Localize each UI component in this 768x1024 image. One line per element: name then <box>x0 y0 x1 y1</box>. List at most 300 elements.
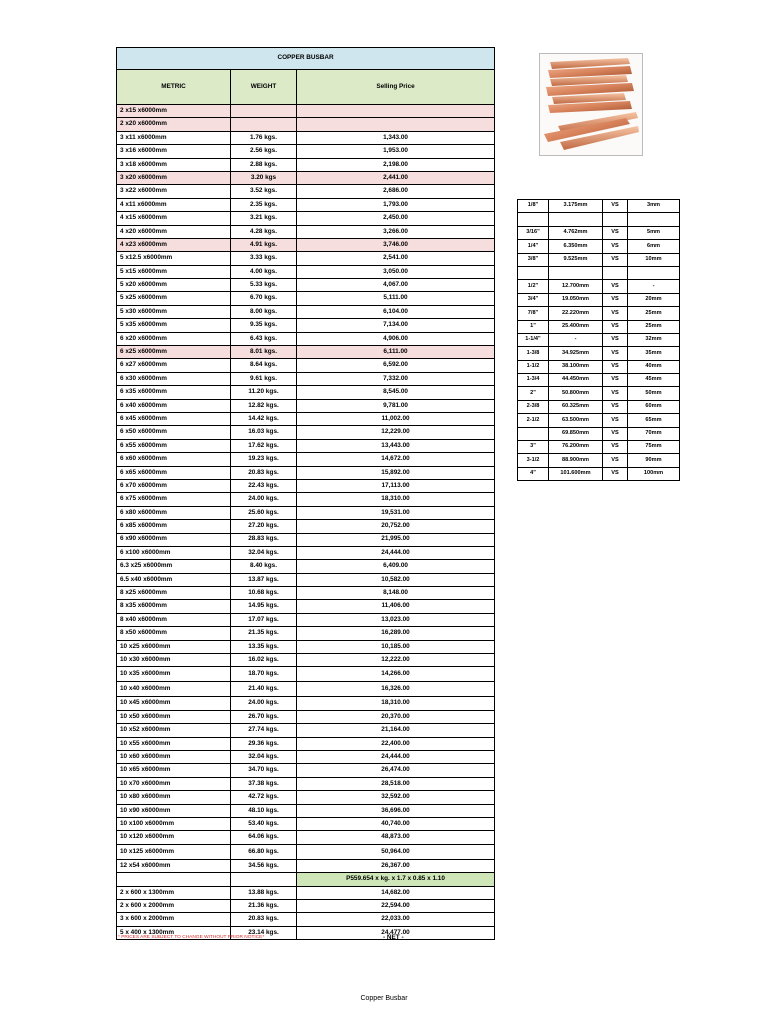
table-row <box>117 305 495 318</box>
mm-cell: 3.175mm <box>549 200 603 213</box>
weight-cell: 21.35 kgs. <box>231 627 297 640</box>
mm-cell: 63.500mm <box>549 414 603 427</box>
metric-cell: 5 x 400 x 1300mm <box>117 926 231 939</box>
inch-cell: 3" <box>518 441 549 454</box>
metric-cell: 6 x80 x6000mm <box>117 506 231 519</box>
metric-cell: 10 x60 x6000mm <box>117 750 231 763</box>
mm-cell: 60.325mm <box>549 400 603 413</box>
table-row <box>117 265 495 278</box>
mm-cell <box>549 266 603 279</box>
metric-cell: 10 x65 x6000mm <box>117 764 231 777</box>
price-cell: 14,672.00 <box>297 453 495 466</box>
vs-cell: VS <box>603 347 628 360</box>
table-row <box>117 319 495 332</box>
inch-cell: 1/8" <box>518 200 549 213</box>
weight-cell: 34.56 kgs. <box>231 859 297 872</box>
metric-cell: 4 x15 x6000mm <box>117 212 231 225</box>
conversion-row <box>518 307 680 320</box>
mm-cell: 19.050mm <box>549 293 603 306</box>
weight-cell: 4.00 kgs. <box>231 265 297 278</box>
price-cell: 7,332.00 <box>297 372 495 385</box>
table-row <box>117 724 495 737</box>
price-cell: 16,326.00 <box>297 682 495 697</box>
mm-cell: 25.400mm <box>549 320 603 333</box>
table-row <box>117 466 495 479</box>
weight-cell: 28.83 kgs. <box>231 533 297 546</box>
price-cell: 10,582.00 <box>297 573 495 586</box>
vs-cell: VS <box>603 280 628 293</box>
blank-cell <box>117 873 231 887</box>
price-cell: 8,148.00 <box>297 587 495 600</box>
inch-cell <box>518 213 549 226</box>
vs-cell: VS <box>603 293 628 306</box>
conversion-row <box>518 441 680 454</box>
metric-cell: 6 x30 x6000mm <box>117 372 231 385</box>
weight-header: WEIGHT <box>231 70 297 105</box>
metric-cell: 8 x35 x6000mm <box>117 600 231 613</box>
weight-cell: 20.83 kgs. <box>231 466 297 479</box>
copper-busbar-photo <box>539 53 643 156</box>
conversion-row <box>518 374 680 387</box>
price-cell: 2,198.00 <box>297 158 495 171</box>
table-row <box>117 185 495 198</box>
metric-cell: 6 x75 x6000mm <box>117 493 231 506</box>
metric-cell: 6.3 x25 x6000mm <box>117 560 231 573</box>
metric-cell: 6 x20 x6000mm <box>117 332 231 345</box>
vs-cell: VS <box>603 454 628 467</box>
conversion-row <box>518 213 680 226</box>
weight-cell: 25.60 kgs. <box>231 506 297 519</box>
metric-cell: 10 x30 x6000mm <box>117 654 231 667</box>
weight-cell: 27.20 kgs. <box>231 520 297 533</box>
price-cell: 1,953.00 <box>297 145 495 158</box>
weight-cell: 4.28 kgs. <box>231 225 297 238</box>
price-cell: 6,592.00 <box>297 359 495 372</box>
header-row <box>117 70 495 105</box>
weight-cell: 32.04 kgs. <box>231 546 297 559</box>
page-footer: Copper Busbar <box>360 995 408 1002</box>
table-title: COPPER BUSBAR <box>117 48 495 70</box>
metric-cell: 8 x50 x6000mm <box>117 627 231 640</box>
conversion-table <box>517 199 680 481</box>
metric-cell: 5 x12.5 x6000mm <box>117 252 231 265</box>
inch-cell: 2-1/2 <box>518 414 549 427</box>
table-row <box>117 737 495 750</box>
weight-cell: 16.03 kgs. <box>231 426 297 439</box>
inch-cell: 1-3/8 <box>518 347 549 360</box>
price-cell: 21,995.00 <box>297 533 495 546</box>
metric-size-cell: 75mm <box>628 441 680 454</box>
mm-cell: 69.850mm <box>549 427 603 440</box>
mm-cell: 44.450mm <box>549 374 603 387</box>
table-row <box>117 627 495 640</box>
metric-size-cell: 60mm <box>628 400 680 413</box>
table-row <box>117 118 495 131</box>
table-row <box>117 426 495 439</box>
metric-cell: 6 x27 x6000mm <box>117 359 231 372</box>
table-row <box>117 372 495 385</box>
table-row <box>117 198 495 211</box>
price-cell: 5,111.00 <box>297 292 495 305</box>
metric-size-cell: 100mm <box>628 467 680 480</box>
vs-cell: VS <box>603 374 628 387</box>
weight-cell: 8.40 kgs. <box>231 560 297 573</box>
inch-cell: 3-1/2 <box>518 454 549 467</box>
vs-cell: VS <box>603 467 628 480</box>
inch-cell: 1/2" <box>518 280 549 293</box>
weight-cell: 42.72 kgs. <box>231 791 297 804</box>
metric-cell: 10 x120 x6000mm <box>117 831 231 844</box>
metric-size-cell: 25mm <box>628 320 680 333</box>
table-row <box>117 587 495 600</box>
mm-cell: - <box>549 333 603 346</box>
price-cell: 1,793.00 <box>297 198 495 211</box>
metric-cell: 12 x54 x6000mm <box>117 859 231 872</box>
metric-cell: 6 x60 x6000mm <box>117 453 231 466</box>
table-row <box>117 573 495 586</box>
price-cell: 12,222.00 <box>297 654 495 667</box>
weight-cell: 18.70 kgs. <box>231 667 297 682</box>
weight-cell: 14.42 kgs. <box>231 412 297 425</box>
vs-cell: VS <box>603 387 628 400</box>
weight-cell: 21.36 kgs. <box>231 899 297 912</box>
metric-cell: 2 x20 x6000mm <box>117 118 231 131</box>
price-cell: 28,518.00 <box>297 777 495 790</box>
weight-cell: 8.64 kgs. <box>231 359 297 372</box>
vs-cell <box>603 213 628 226</box>
metric-size-cell: 10mm <box>628 253 680 266</box>
table-row <box>117 332 495 345</box>
price-cell: 4,067.00 <box>297 279 495 292</box>
weight-cell: 32.04 kgs. <box>231 750 297 763</box>
weight-cell: 20.83 kgs. <box>231 913 297 926</box>
inch-metric-conversion <box>517 199 679 481</box>
weight-cell: 6.70 kgs. <box>231 292 297 305</box>
weight-cell: 4.91 kgs. <box>231 238 297 251</box>
metric-cell: 3 x22 x6000mm <box>117 185 231 198</box>
metric-header: METRIC <box>117 70 231 105</box>
metric-size-cell <box>628 213 680 226</box>
weight-cell: 8.01 kgs. <box>231 346 297 359</box>
weight-cell: 1.76 kgs. <box>231 131 297 144</box>
vs-cell: VS <box>603 200 628 213</box>
weight-cell: 16.02 kgs. <box>231 654 297 667</box>
metric-cell: 6 x55 x6000mm <box>117 439 231 452</box>
metric-cell: 5 x30 x6000mm <box>117 305 231 318</box>
sheet-row <box>117 899 495 912</box>
mm-cell: 12.700mm <box>549 280 603 293</box>
mm-cell: 9.525mm <box>549 253 603 266</box>
weight-cell: 2.88 kgs. <box>231 158 297 171</box>
metric-size-cell: 25mm <box>628 307 680 320</box>
metric-cell: 2 x15 x6000mm <box>117 105 231 118</box>
weight-cell: 66.80 kgs. <box>231 844 297 859</box>
metric-cell: 3 x20 x6000mm <box>117 171 231 184</box>
weight-cell <box>231 118 297 131</box>
metric-size-cell: 3mm <box>628 200 680 213</box>
price-cell: 24,444.00 <box>297 546 495 559</box>
table-row <box>117 346 495 359</box>
weight-cell: 13.88 kgs. <box>231 886 297 899</box>
price-cell: 4,906.00 <box>297 332 495 345</box>
mm-cell: 38.100mm <box>549 360 603 373</box>
weight-cell: 9.35 kgs. <box>231 319 297 332</box>
metric-size-cell: 6mm <box>628 240 680 253</box>
price-cell: 2,441.00 <box>297 171 495 184</box>
table-row <box>117 493 495 506</box>
metric-cell: 10 x50 x6000mm <box>117 710 231 723</box>
weight-cell: 8.00 kgs. <box>231 305 297 318</box>
weight-cell: 3.52 kgs. <box>231 185 297 198</box>
metric-size-cell: 35mm <box>628 347 680 360</box>
metric-cell: 10 x80 x6000mm <box>117 791 231 804</box>
price-cell: 50,964.00 <box>297 844 495 859</box>
price-cell: 24,444.00 <box>297 750 495 763</box>
weight-cell: 17.07 kgs. <box>231 613 297 626</box>
price-cell: 2,686.00 <box>297 185 495 198</box>
metric-cell: 10 x35 x6000mm <box>117 667 231 682</box>
weight-cell: 37.38 kgs. <box>231 777 297 790</box>
price-cell: 3,050.00 <box>297 265 495 278</box>
price-cell: 26,367.00 <box>297 859 495 872</box>
conversion-row <box>518 293 680 306</box>
table-row <box>117 791 495 804</box>
conversion-row <box>518 467 680 480</box>
metric-cell: 10 x25 x6000mm <box>117 640 231 653</box>
table-row <box>117 831 495 844</box>
weight-cell: 53.40 kgs. <box>231 817 297 830</box>
price-notice: * PRICES ARE SUBJECT TO CHANGE WITHOUT PRIOR NOTICE* <box>118 935 265 940</box>
table-row <box>117 844 495 859</box>
table-row <box>117 520 495 533</box>
metric-cell: 4 x11 x6000mm <box>117 198 231 211</box>
weight-cell: 13.87 kgs. <box>231 573 297 586</box>
metric-cell: 3 x16 x6000mm <box>117 145 231 158</box>
metric-cell: 2 x 600 x 1300mm <box>117 886 231 899</box>
price-cell: 3,746.00 <box>297 238 495 251</box>
price-cell: 13,443.00 <box>297 439 495 452</box>
table-row <box>117 533 495 546</box>
table-row <box>117 479 495 492</box>
mm-cell: 50.800mm <box>549 387 603 400</box>
mm-cell: 101.600mm <box>549 467 603 480</box>
table-row <box>117 654 495 667</box>
inch-cell: 2-3/8 <box>518 400 549 413</box>
inch-cell: 4" <box>518 467 549 480</box>
price-cell: 1,343.00 <box>297 131 495 144</box>
weight-cell: 9.61 kgs. <box>231 372 297 385</box>
weight-cell: 17.62 kgs. <box>231 439 297 452</box>
price-cell: 6,104.00 <box>297 305 495 318</box>
metric-size-cell: 45mm <box>628 374 680 387</box>
price-cell: 3,266.00 <box>297 225 495 238</box>
table-row <box>117 546 495 559</box>
metric-cell: 8 x40 x6000mm <box>117 613 231 626</box>
mm-cell: 4.762mm <box>549 226 603 239</box>
weight-cell: 2.35 kgs. <box>231 198 297 211</box>
metric-cell: 6 x85 x6000mm <box>117 520 231 533</box>
weight-cell: 3.33 kgs. <box>231 252 297 265</box>
mm-cell: 88.900mm <box>549 454 603 467</box>
price-cell: 24,477.00 <box>297 926 495 939</box>
notes-line <box>116 933 494 945</box>
weight-cell: 27.74 kgs. <box>231 724 297 737</box>
table-row <box>117 682 495 697</box>
metric-cell: 6 x45 x6000mm <box>117 412 231 425</box>
vs-cell: VS <box>603 320 628 333</box>
metric-cell: 10 x90 x6000mm <box>117 804 231 817</box>
weight-cell: 19.23 kgs. <box>231 453 297 466</box>
table-row <box>117 506 495 519</box>
weight-cell: 14.95 kgs. <box>231 600 297 613</box>
mm-cell: 22.220mm <box>549 307 603 320</box>
weight-cell: 23.14 kgs. <box>231 926 297 939</box>
inch-cell: 1-3/4 <box>518 374 549 387</box>
price-cell: 32,592.00 <box>297 791 495 804</box>
table-row <box>117 804 495 817</box>
conversion-row <box>518 347 680 360</box>
table-row <box>117 750 495 763</box>
conversion-row <box>518 400 680 413</box>
conversion-row <box>518 427 680 440</box>
price-cell: 48,873.00 <box>297 831 495 844</box>
metric-size-cell: 90mm <box>628 454 680 467</box>
price-cell: 22,033.00 <box>297 913 495 926</box>
metric-cell: 6 x40 x6000mm <box>117 399 231 412</box>
price-cell: 22,400.00 <box>297 737 495 750</box>
metric-cell: 6.5 x40 x6000mm <box>117 573 231 586</box>
weight-cell: 64.06 kgs. <box>231 831 297 844</box>
vs-cell: VS <box>603 427 628 440</box>
price-cell: 16,289.00 <box>297 627 495 640</box>
table-row <box>117 667 495 682</box>
price-cell: 20,370.00 <box>297 710 495 723</box>
weight-cell: 13.35 kgs. <box>231 640 297 653</box>
vs-cell: VS <box>603 414 628 427</box>
weight-cell: 34.70 kgs. <box>231 764 297 777</box>
mm-cell <box>549 213 603 226</box>
price-cell <box>297 105 495 118</box>
price-cell: 14,266.00 <box>297 667 495 682</box>
table-row <box>117 613 495 626</box>
price-header: Selling Price <box>297 70 495 105</box>
table-row <box>117 697 495 710</box>
metric-cell: 8 x25 x6000mm <box>117 587 231 600</box>
vs-cell: VS <box>603 307 628 320</box>
metric-cell: 6 x100 x6000mm <box>117 546 231 559</box>
weight-cell: 24.00 kgs. <box>231 697 297 710</box>
metric-size-cell: 5mm <box>628 226 680 239</box>
metric-size-cell: 70mm <box>628 427 680 440</box>
inch-cell: 1/4" <box>518 240 549 253</box>
inch-cell: 3/16" <box>518 226 549 239</box>
weight-cell: 22.43 kgs. <box>231 479 297 492</box>
weight-cell: 21.40 kgs. <box>231 682 297 697</box>
metric-size-cell: - <box>628 280 680 293</box>
table-row <box>117 279 495 292</box>
price-cell: 18,310.00 <box>297 493 495 506</box>
price-cell: 9,781.00 <box>297 399 495 412</box>
price-cell <box>297 118 495 131</box>
price-cell: 13,023.00 <box>297 613 495 626</box>
table-row <box>117 225 495 238</box>
metric-cell: 3 x18 x6000mm <box>117 158 231 171</box>
price-cell: 19,531.00 <box>297 506 495 519</box>
inch-cell <box>518 427 549 440</box>
metric-size-cell: 65mm <box>628 414 680 427</box>
inch-cell: 2" <box>518 387 549 400</box>
metric-cell: 6 x65 x6000mm <box>117 466 231 479</box>
table-row <box>117 158 495 171</box>
inch-cell: 1-1/2 <box>518 360 549 373</box>
conversion-row <box>518 387 680 400</box>
price-cell: 14,682.00 <box>297 886 495 899</box>
formula-row <box>117 873 495 887</box>
price-table-section <box>116 47 494 940</box>
price-cell: 11,002.00 <box>297 412 495 425</box>
weight-cell: 24.00 kgs. <box>231 493 297 506</box>
conversion-row <box>518 253 680 266</box>
metric-cell: 10 x55 x6000mm <box>117 737 231 750</box>
table-row <box>117 412 495 425</box>
table-row <box>117 292 495 305</box>
conversion-row <box>518 280 680 293</box>
price-cell: 17,113.00 <box>297 479 495 492</box>
price-cell: 2,541.00 <box>297 252 495 265</box>
weight-cell: 5.33 kgs. <box>231 279 297 292</box>
vs-cell: VS <box>603 253 628 266</box>
metric-cell: 4 x20 x6000mm <box>117 225 231 238</box>
conversion-row <box>518 266 680 279</box>
table-row <box>117 453 495 466</box>
price-cell: 11,406.00 <box>297 600 495 613</box>
busbar-image <box>540 54 642 155</box>
table-row <box>117 764 495 777</box>
metric-cell: 10 x45 x6000mm <box>117 697 231 710</box>
price-cell: 15,892.00 <box>297 466 495 479</box>
price-cell: 20,752.00 <box>297 520 495 533</box>
conversion-row <box>518 333 680 346</box>
price-formula: P559.654 x kg. x 1.7 x 0.85 x 1.10 <box>297 873 495 887</box>
table-row <box>117 399 495 412</box>
table-row <box>117 238 495 251</box>
table-row <box>117 212 495 225</box>
table-row <box>117 105 495 118</box>
conversion-row <box>518 226 680 239</box>
mm-cell: 76.200mm <box>549 441 603 454</box>
mm-cell: 34.925mm <box>549 347 603 360</box>
sheet-row <box>117 913 495 926</box>
metric-cell: 10 x70 x6000mm <box>117 777 231 790</box>
vs-cell: VS <box>603 400 628 413</box>
table-row <box>117 252 495 265</box>
table-row <box>117 359 495 372</box>
inch-cell <box>518 266 549 279</box>
weight-cell: 2.56 kgs. <box>231 145 297 158</box>
metric-cell: 10 x40 x6000mm <box>117 682 231 697</box>
weight-cell <box>231 105 297 118</box>
weight-cell: 11.20 kgs. <box>231 386 297 399</box>
weight-cell: 10.68 kgs. <box>231 587 297 600</box>
conversion-row <box>518 200 680 213</box>
price-cell: 10,185.00 <box>297 640 495 653</box>
conversion-row <box>518 454 680 467</box>
blank-cell <box>231 873 297 887</box>
weight-cell: 29.36 kgs. <box>231 737 297 750</box>
table-row <box>117 817 495 830</box>
metric-cell: 10 x100 x6000mm <box>117 817 231 830</box>
table-row <box>117 131 495 144</box>
